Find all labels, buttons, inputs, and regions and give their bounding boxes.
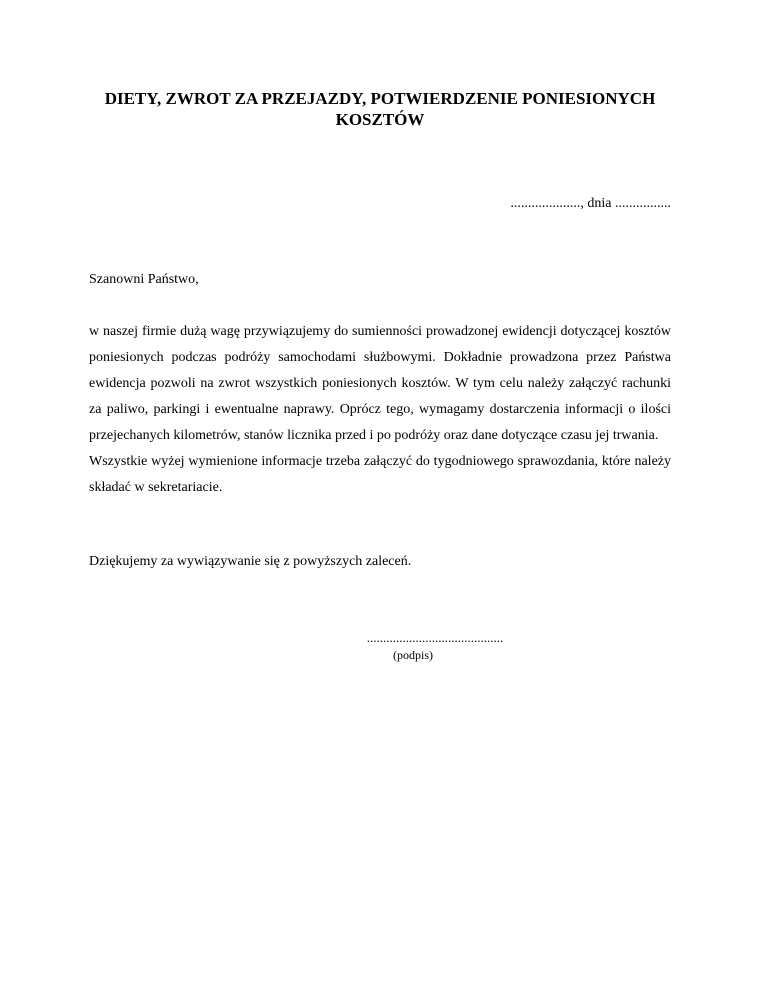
signature-line: .......................................... bbox=[366, 630, 504, 645]
signature-block bbox=[330, 630, 540, 663]
greeting: Szanowni Państwo, bbox=[89, 272, 199, 287]
place-date-line: ...................., dnia ................ bbox=[510, 196, 671, 211]
body-paragraph-2: Wszystkie wyżej wymienione informacje trzeba załączyć do tygodniowego sprawozdania, które należy składać w sekretariacie. bbox=[89, 454, 671, 495]
closing-text: Dziękujemy za wywiązywanie się z powyższych zaleceń. bbox=[89, 554, 412, 569]
body-paragraph-1: w naszej firmie dużą wagę przywiązujemy do sumienności prowadzonej ewidencji dotyczącej kosztów poniesionych podczas podróży samochodami służbowymi. Dokładnie prowadzona przez Państwa ewidencja pozwoli na zwrot wszystkich poniesionych kosztów. W tym celu należy załączyć rachunki za paliwo, parkingi i ewentualne naprawy. Oprócz tego, wymagamy dostarczenia informacji o ilości przejechanych kilometrów, stanów licznika przed i po podróży oraz dane dotyczące czasu jej trwania. bbox=[89, 324, 671, 443]
document-title: DIETY, ZWROT ZA PRZEJAZDY, POTWIERDZENIE PONIESIONYCH KOSZTÓW bbox=[104, 89, 656, 129]
signature-label: (podpis) bbox=[393, 648, 433, 662]
letter-body bbox=[89, 319, 671, 501]
